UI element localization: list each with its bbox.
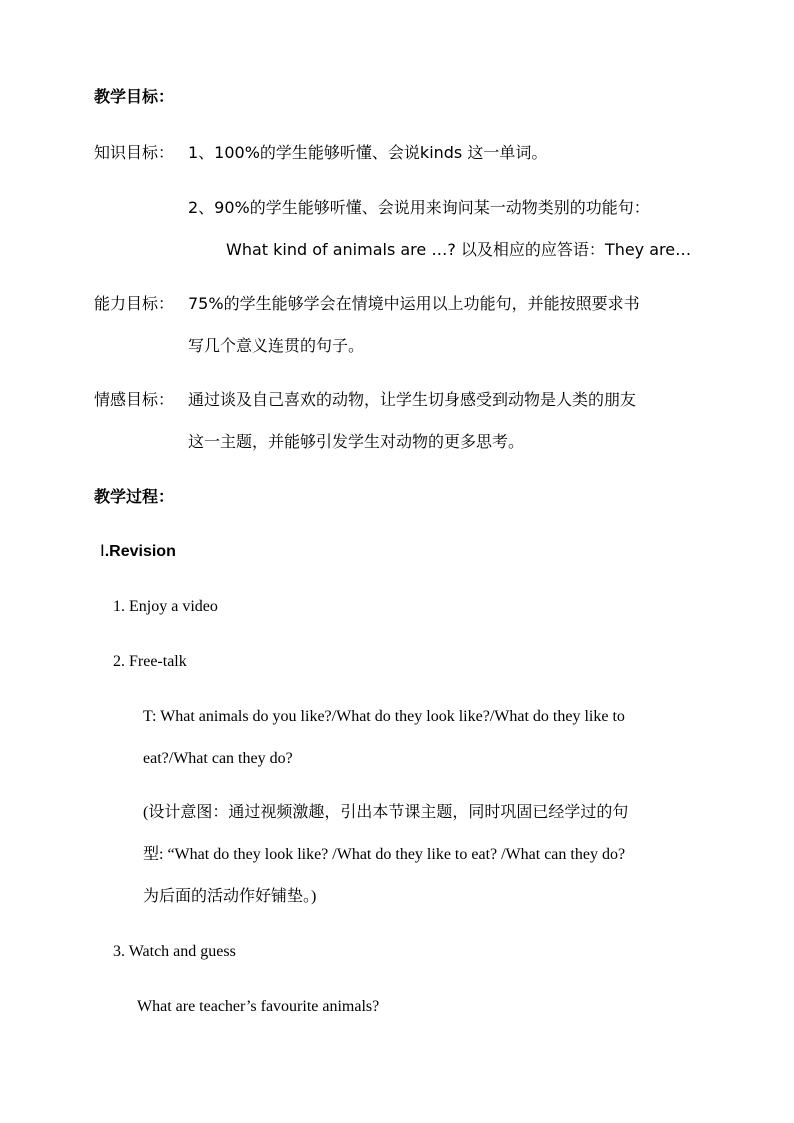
ability-goal-line-2: 写几个意义连贯的句子。 xyxy=(188,336,365,355)
section-1-title: .Revision xyxy=(104,543,176,560)
emotion-goal-line-1: 通过谈及自己喜欢的动物，让学生切身感受到动物是人类的朋友 xyxy=(188,390,637,409)
section-1-heading xyxy=(100,541,176,563)
emotion-goal-label: 情感目标： xyxy=(94,390,175,409)
step-enjoy-video: 1. Enjoy a video xyxy=(113,598,218,615)
knowledge-goal-label: 知识目标： xyxy=(94,143,175,162)
design-intent-line-3: 为后面的活动作好铺垫。) xyxy=(143,888,317,905)
section-1-numeral: Ⅰ xyxy=(100,543,105,560)
guess-question: What are teacher’s favourite animals? xyxy=(137,998,380,1015)
teaching-process-heading: 教学过程： xyxy=(94,487,175,506)
free-talk-line-2: eat?/What can they do? xyxy=(143,750,293,767)
step-free-talk: 2. Free-talk xyxy=(113,653,187,670)
design-intent-line-1: (设计意图：通过视频激趣，引出本节课主题，同时巩固已经学过的句 xyxy=(143,804,629,821)
teaching-goals-heading: 教学目标： xyxy=(94,87,175,106)
knowledge-goal-item-1: 1、100%的学生能够听懂、会说kinds 这一单词。 xyxy=(188,143,548,162)
design-intent-line-2: 型: “What do they look like? /What do they like to eat? /What can they do? xyxy=(143,846,626,863)
knowledge-goal-item-2-cont: What kind of animals are …? 以及相应的应答语：They are… xyxy=(226,240,692,259)
ability-goal-label: 能力目标： xyxy=(94,294,175,313)
ability-goal-line-1: 75%的学生能够学会在情境中运用以上功能句，并能按照要求书 xyxy=(188,294,640,313)
emotion-goal-line-2: 这一主题，并能够引发学生对动物的更多思考。 xyxy=(188,432,525,451)
step-watch-and-guess: 3. Watch and guess xyxy=(113,943,236,960)
knowledge-goal-item-2: 2、90%的学生能够听懂、会说用来询问某一动物类别的功能句： xyxy=(188,198,650,217)
free-talk-line-1: T: What animals do you like?/What do they look like?/What do they like to xyxy=(143,708,625,725)
